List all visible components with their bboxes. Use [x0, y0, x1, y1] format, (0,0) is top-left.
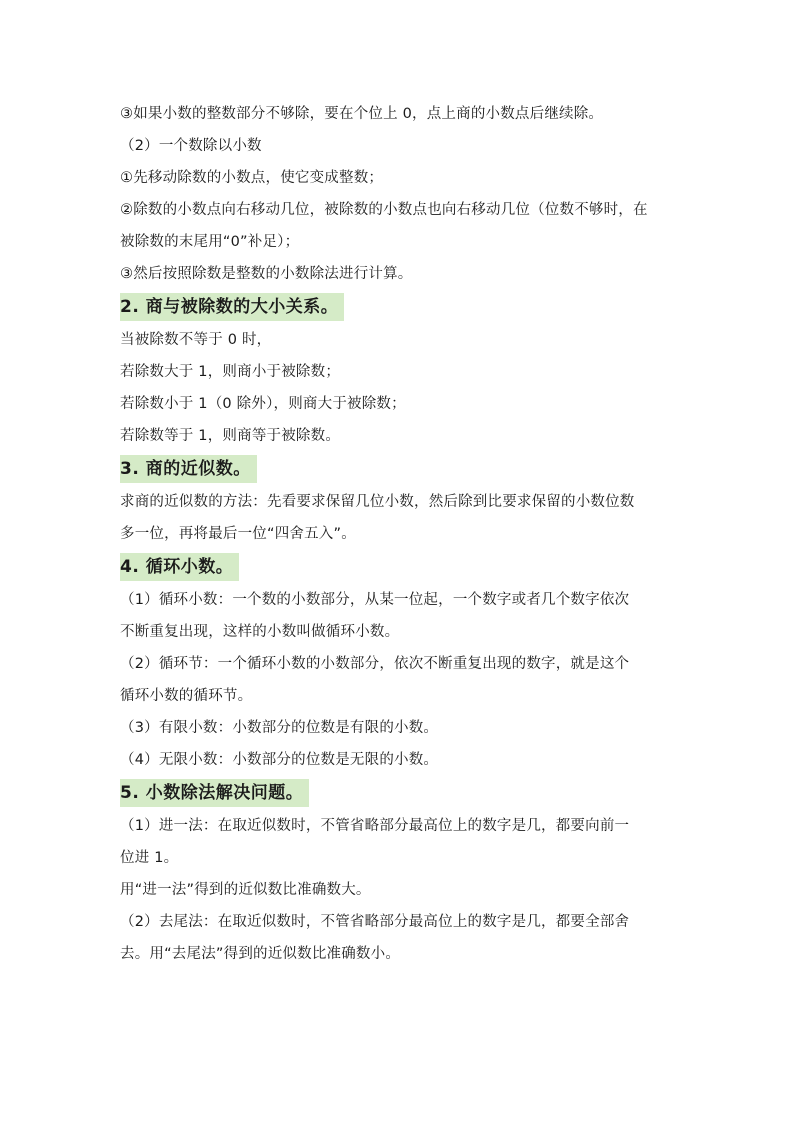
paragraph-line: （4）无限小数：小数部分的位数是无限的小数。	[120, 752, 439, 768]
paragraph-line: ③如果小数的整数部分不够除，要在个位上 0，点上商的小数点后继续除。	[120, 106, 604, 122]
section-heading-3: 3. 商的近似数。	[120, 455, 257, 483]
paragraph-line: （2）循环节：一个循环小数的小数部分，依次不断重复出现的数字，就是这个	[120, 656, 630, 672]
paragraph-line: （3）有限小数：小数部分的位数是有限的小数。	[120, 720, 439, 736]
paragraph-line: 若除数等于 1，则商等于被除数。	[120, 428, 341, 444]
paragraph-line: 位进 1。	[120, 850, 179, 866]
paragraph-line: （1）循环小数：一个数的小数部分，从某一位起，一个数字或者几个数字依次	[120, 592, 630, 608]
paragraph-line: 用“进一法”得到的近似数比准确数大。	[120, 882, 371, 898]
section-heading-5: 5. 小数除法解决问题。	[120, 779, 309, 807]
paragraph-line: ②除数的小数点向右移动几位，被除数的小数点也向右移动几位（位数不够时，在	[120, 202, 648, 218]
paragraph-line: ①先移动除数的小数点，使它变成整数；	[120, 170, 384, 186]
paragraph-line: 被除数的末尾用“0”补足）；	[120, 234, 300, 250]
paragraph-line: （1）进一法：在取近似数时，不管省略部分最高位上的数字是几，都要向前一	[120, 818, 630, 834]
section-heading-wrap	[120, 452, 680, 486]
section-heading-2: 2. 商与被除数的大小关系。	[120, 293, 344, 321]
paragraph-line: 去。用“去尾法”得到的近似数比准确数小。	[120, 946, 401, 962]
section-heading-wrap	[120, 776, 680, 810]
paragraph-line: （2）去尾法：在取近似数时，不管省略部分最高位上的数字是几，都要全部舍	[120, 914, 630, 930]
subsection-title: （2）一个数除以小数	[120, 138, 262, 154]
paragraph-line: 不断重复出现，这样的小数叫做循环小数。	[120, 624, 400, 640]
document-page	[120, 98, 680, 970]
paragraph-line: ③然后按照除数是整数的小数除法进行计算。	[120, 266, 413, 282]
section-heading-wrap	[120, 290, 680, 324]
paragraph-line: 多一位，再将最后一位“四舍五入”。	[120, 526, 356, 542]
paragraph-line: 循环小数的循环节。	[120, 688, 253, 704]
section-heading-wrap	[120, 550, 680, 584]
paragraph-line: 求商的近似数的方法：先看要求保留几位小数，然后除到比要求保留的小数位数	[120, 494, 635, 510]
section-heading-4: 4. 循环小数。	[120, 553, 239, 581]
paragraph-line: 当被除数不等于 0 时，	[120, 332, 272, 348]
paragraph-line: 若除数小于 1（0 除外），则商大于被除数；	[120, 396, 406, 412]
paragraph-line: 若除数大于 1，则商小于被除数；	[120, 364, 341, 380]
